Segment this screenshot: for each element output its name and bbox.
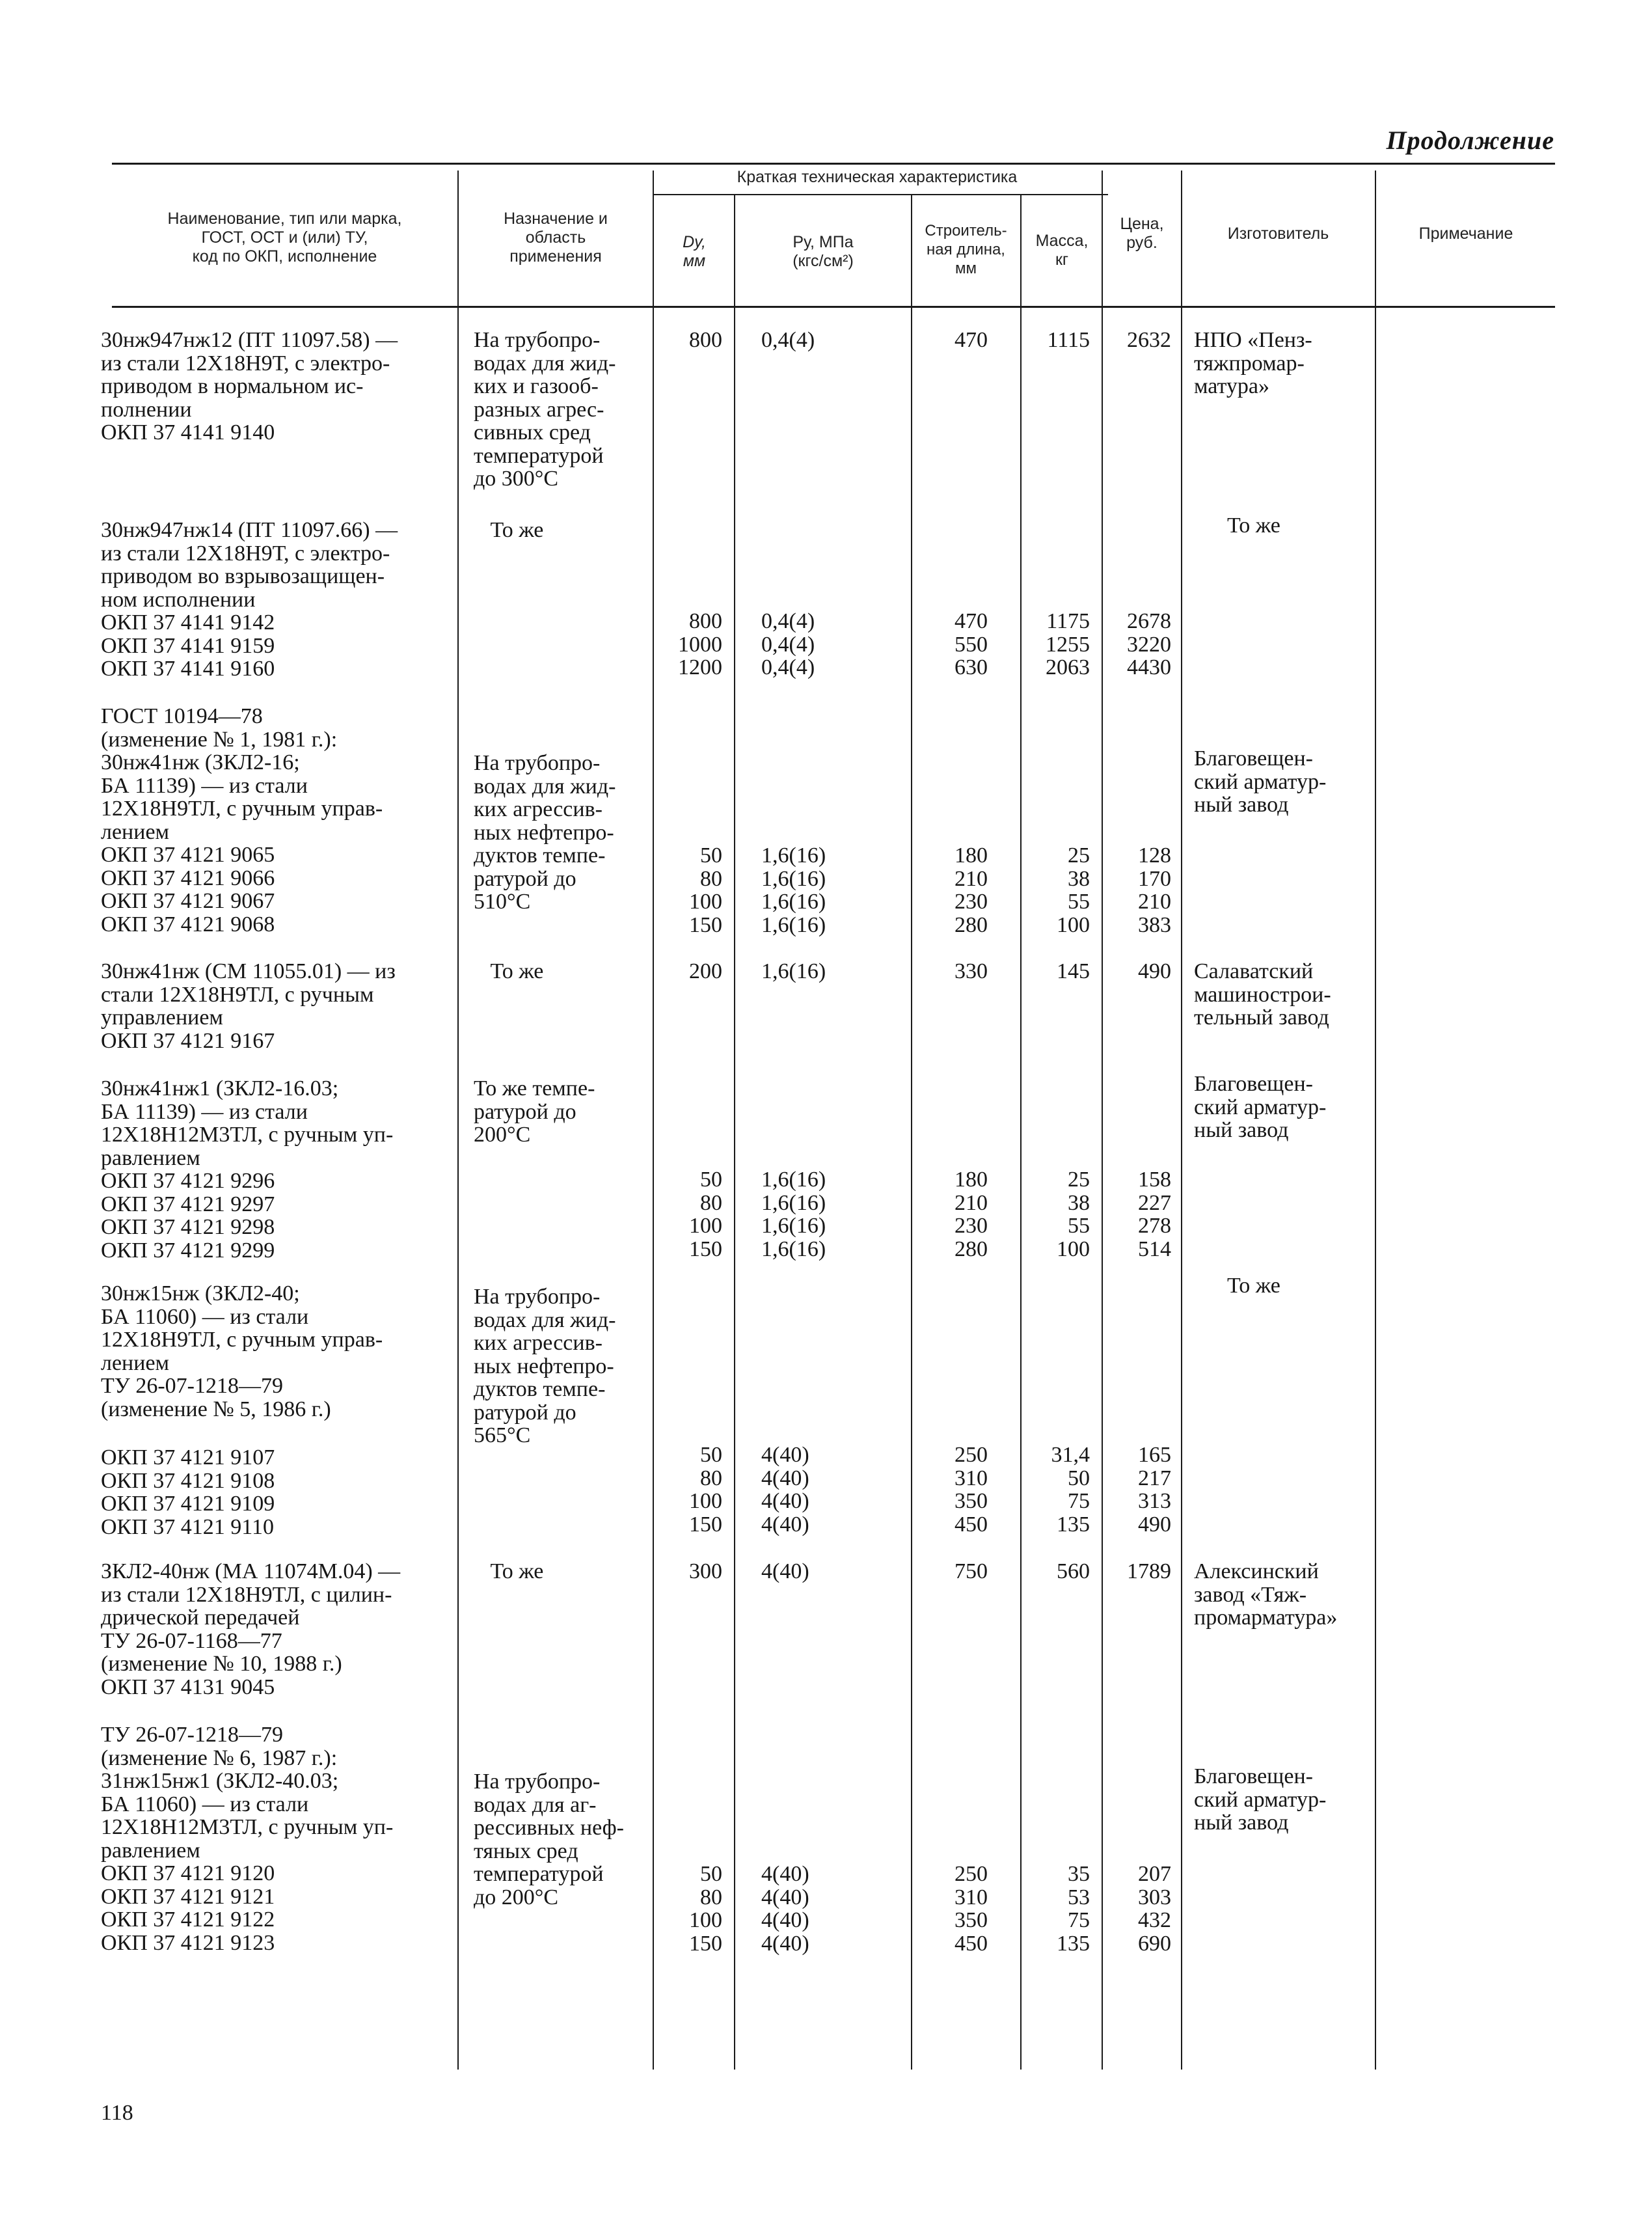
row-name-cell: 30нж41нж1 (ЗКЛ2-16.03; БА 11139) — из стали 12Х18Н12М3ТЛ, с ручным уп- равлением ОКП 37 4121 9296 ОКП 37 4121 9297 ОКП 37 4121 9298 ОКП 37 4121 9299 <box>101 1076 394 1263</box>
row-price-cell: 207 303 432 690 <box>1138 1862 1171 1956</box>
row-price-cell: 2678 3220 4430 <box>1127 609 1171 679</box>
row-price-cell: 490 <box>1138 959 1171 983</box>
brief-header-rule <box>653 194 1108 195</box>
row-price-cell: 2632 <box>1127 328 1171 352</box>
row-name-cell: ЗКЛ2-40нж (МА 11074М.04) — из стали 12Х18Н9ТЛ, с цилин- дрической передачей ТУ 26-07-1168—77 (изменение № 10, 1988 г.) ОКП 37 4131 9045 <box>101 1559 401 1699</box>
row-mass-cell: 145 <box>1057 959 1090 983</box>
row-dy-cell: 300 <box>689 1559 722 1583</box>
row-mass-cell: 1175 1255 2063 <box>1046 609 1090 679</box>
row-price-cell: 158 227 278 514 <box>1138 1168 1171 1261</box>
header-price <box>1104 215 1180 253</box>
row-maker-cell: То же <box>1194 513 1280 538</box>
header-bottom-rule <box>112 306 1555 308</box>
row-purpose-cell: На трубопро- водах для жид- ких и газооб- разных агрес- сивных сред температурой до 300°С <box>474 328 616 491</box>
row-purpose-cell: На трубопро- водах для аг- рессивных неф- тяных сред температурой до 200°С <box>474 1770 624 1909</box>
header-brief <box>656 168 1098 187</box>
row-length-cell: 750 <box>955 1559 988 1583</box>
row-maker-cell: Алексинский завод «Тяж- промарматура» <box>1194 1559 1338 1630</box>
row-name-cell: ОКП 37 4121 9107 ОКП 37 4121 9108 ОКП 37 4121 9109 ОКП 37 4121 9110 <box>101 1445 275 1539</box>
header-dy <box>656 233 733 271</box>
row-py-cell: 1,6(16) <box>761 959 826 983</box>
row-maker-cell: Салаватский машинострои- тельный завод <box>1194 959 1331 1030</box>
col-rule-2 <box>653 171 654 2070</box>
header-mass-text: Масса, кг <box>1035 232 1089 269</box>
row-length-cell: 180 210 230 280 <box>955 1168 988 1261</box>
row-mass-cell: 560 <box>1057 1559 1090 1583</box>
row-py-cell: 0,4(4) <box>761 328 815 352</box>
row-name-cell: 30нж947нж12 (ПТ 11097.58) — из стали 12Х18Н9Т, с электро- приводом в нормальном ис- полнении ОКП 37 4141 9140 <box>101 328 398 444</box>
header-brief-text: Краткая техническая характеристика <box>737 168 1018 186</box>
row-length-cell: 470 <box>955 328 988 352</box>
header-purpose <box>461 210 651 266</box>
col-rule-4 <box>911 195 912 2070</box>
row-maker-cell: Благовещен- ский арматур- ный завод <box>1194 1764 1327 1835</box>
row-length-cell: 470 550 630 <box>955 609 988 679</box>
row-name-cell: ТУ 26-07-1218—79 (изменение № 6, 1987 г.): 31нж15нж1 (ЗКЛ2-40.03; БА 11060) — из стали 12Х18Н12М3ТЛ, с ручным уп- равлением ОКП 37 4121 9120 ОКП 37 4121 9121 ОКП 37 4121 9122 ОКП 37 4121 9123 <box>101 1723 394 1955</box>
row-dy-cell: 800 1000 1200 <box>678 609 722 679</box>
row-py-cell: 1,6(16) 1,6(16) 1,6(16) 1,6(16) <box>761 843 826 937</box>
row-name-cell: 30нж15нж (ЗКЛ2-40; БА 11060) — из стали 12Х18Н9ТЛ, с ручным управ- лением ТУ 26-07-1218—79 (изменение № 5, 1986 г.) <box>101 1281 383 1421</box>
row-py-cell: 0,4(4) 0,4(4) 0,4(4) <box>761 609 815 679</box>
row-dy-cell: 50 80 100 150 <box>689 1168 722 1261</box>
row-price-cell: 1789 <box>1127 1559 1171 1583</box>
row-maker-cell: НПО «Пенз- тяжпромар- матура» <box>1194 328 1312 398</box>
row-purpose-cell: На трубопро- водах для жид- ких агрессив- ных нефтепро- дуктов темпе- ратурой до 510°С <box>474 751 616 914</box>
row-mass-cell: 1115 <box>1047 328 1090 352</box>
page-number: 118 <box>101 2101 133 2125</box>
row-dy-cell: 50 80 100 150 <box>689 843 722 937</box>
row-name-cell: 30нж41нж (СМ 11055.01) — из стали 12Х18Н9ТЛ, с ручным управлением ОКП 37 4121 9167 <box>101 959 396 1053</box>
col-rule-5 <box>1020 195 1022 2070</box>
col-rule-7 <box>1181 171 1182 2070</box>
row-maker-cell: То же <box>1194 1274 1280 1298</box>
header-price-text: Цена, руб. <box>1120 215 1164 252</box>
row-mass-cell: 31,4 50 75 135 <box>1051 1443 1090 1537</box>
row-name-cell: ГОСТ 10194—78 (изменение № 1, 1981 г.): 30нж41нж (ЗКЛ2-16; БА 11139) — из стали 12Х18Н9ТЛ, с ручным управ- лением ОКП 37 4121 9065 ОКП 37 4121 9066 ОКП 37 4121 9067 ОКП 37 4121 9068 <box>101 704 383 937</box>
row-purpose-cell: То же <box>474 1559 544 1583</box>
header-py-text: Pу, МПа (кгс/см²) <box>792 233 854 270</box>
row-maker-cell: Благовещен- ский арматур- ный завод <box>1194 746 1327 817</box>
table-top-rule <box>112 163 1555 165</box>
row-mass-cell: 35 53 75 135 <box>1057 1862 1090 1956</box>
col-rule-8 <box>1375 171 1376 2070</box>
header-length <box>912 221 1020 278</box>
header-name-text: Наименование, тип или марка, ГОСТ, ОСТ и (или) ТУ, код по ОКП, исполнение <box>167 210 402 266</box>
row-purpose-cell: На трубопро- водах для жид- ких агрессив- ных нефтепро- дуктов темпе- ратурой до 565°С <box>474 1285 616 1447</box>
header-length-text: Строитель- ная длина, мм <box>925 222 1007 277</box>
continuation-label: Продолжение <box>1386 126 1554 155</box>
header-note-text: Примечание <box>1418 225 1513 243</box>
header-mass <box>1023 232 1101 269</box>
col-rule-3 <box>734 195 735 2070</box>
row-length-cell: 250 310 350 450 <box>955 1443 988 1537</box>
row-maker-cell: Благовещен- ский арматур- ный завод <box>1194 1072 1327 1142</box>
row-dy-cell: 800 <box>689 328 722 352</box>
row-length-cell: 250 310 350 450 <box>955 1862 988 1956</box>
row-py-cell: 4(40) 4(40) 4(40) 4(40) <box>761 1862 809 1956</box>
row-dy-cell: 50 80 100 150 <box>689 1862 722 1956</box>
row-length-cell: 330 <box>955 959 988 983</box>
row-purpose-cell: То же темпе- ратурой до 200°С <box>474 1076 595 1147</box>
row-mass-cell: 25 38 55 100 <box>1057 843 1090 937</box>
header-maker-text: Изготовитель <box>1227 225 1329 243</box>
col-rule-6 <box>1102 171 1103 2070</box>
row-py-cell: 4(40) <box>761 1559 809 1583</box>
row-mass-cell: 25 38 55 100 <box>1057 1168 1090 1261</box>
row-length-cell: 180 210 230 280 <box>955 843 988 937</box>
header-purpose-text: Назначение и область применения <box>504 210 608 266</box>
row-py-cell: 4(40) 4(40) 4(40) 4(40) <box>761 1443 809 1537</box>
row-price-cell: 165 217 313 490 <box>1138 1443 1171 1537</box>
col-rule-1 <box>457 171 459 2070</box>
row-name-cell: 30нж947нж14 (ПТ 11097.66) — из стали 12Х18Н9Т, с электро- приводом во взрывозащищен- ном исполнении ОКП 37 4141 9142 ОКП 37 4141 9159 ОКП 37 4141 9160 <box>101 518 398 681</box>
row-purpose-cell: То же <box>474 518 544 542</box>
header-maker <box>1183 225 1374 243</box>
header-dy-text: Dу, мм <box>683 233 706 270</box>
row-dy-cell: 200 <box>689 959 722 983</box>
header-name <box>114 210 455 266</box>
row-dy-cell: 50 80 100 150 <box>689 1443 722 1537</box>
header-note <box>1378 225 1554 243</box>
header-py <box>737 233 910 271</box>
row-purpose-cell: То же <box>474 959 544 983</box>
row-price-cell: 128 170 210 383 <box>1138 843 1171 937</box>
row-py-cell: 1,6(16) 1,6(16) 1,6(16) 1,6(16) <box>761 1168 826 1261</box>
